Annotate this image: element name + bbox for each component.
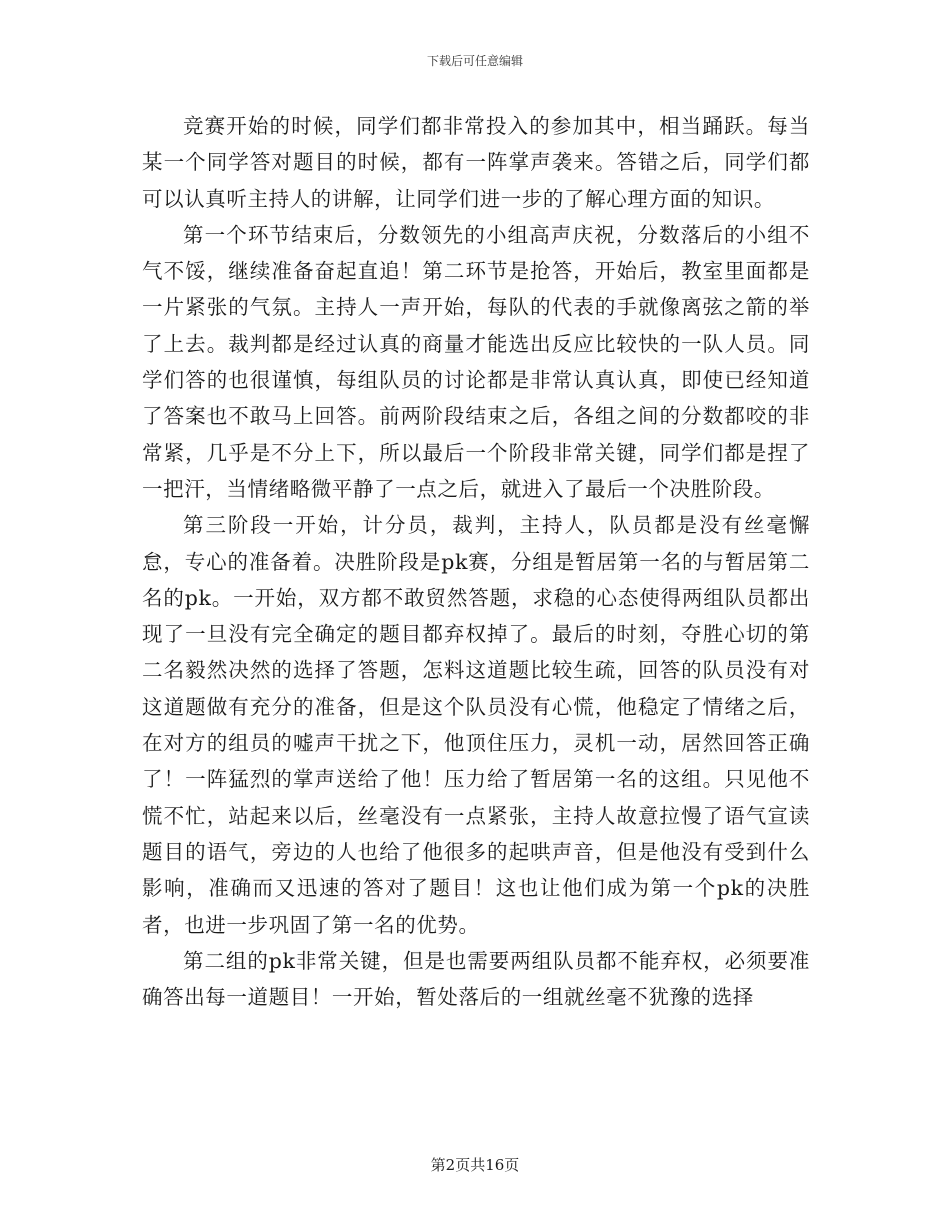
page-header-note: 下载后可任意编辑 [426, 54, 523, 68]
paragraph-3: 第三阶段一开始，计分员，裁判，主持人，队员都是没有丝毫懈怠，专心的准备着。决胜阶段是pk赛，分组是暂居第一名的与暂居第二名的pk。一开始，双方都不敢贸然答题，求稳的心态使得两组队员都出现了一旦没有完全确定的题目都弃权掉了。最后的时刻，夺胜心切的第二名毅然决然的选择了答题，怎料这道题比较生疏，回答的队员没有对这道题做有充分的准备，但是这个队员没有心慌，他稳定了情绪之后，在对方的组员的嘘声干扰之下，他顶住压力，灵机一动，居然回答正确了！一阵猛烈的掌声送给了他！压力给了暂居第一名的这组。只见他不慌不忙，站起来以后，丝毫没有一点紧张，主持人故意拉慢了语气宣读题目的语气，旁边的人也给了他很多的起哄声音，但是他没有受到什么影响，准确而又迅速的答对了题目！这也让他们成为第一个pk的决胜者，也进一步巩固了第一名的优势。 [142, 513, 810, 937]
page-number-footer: 第2页共16页 [430, 1156, 520, 1174]
paragraph-2: 第一个环节结束后，分数领先的小组高声庆祝，分数落后的小组不气不馁，继续准备奋起直追！第二环节是抢答，开始后，教室里面都是一片紧张的气氛。主持人一声开始，每队的代表的手就像离弦之箭的举了上去。裁判都是经过认真的商量才能选出反应比较快的一队人员。同学们答的也很谨慎，每组队员的讨论都是非常认真认真，即使已经知道了答案也不敢马上回答。前两阶段结束之后，各组之间的分数都咬的非常紧，几乎是不分上下，所以最后一个阶段非常关键，同学们都是捏了一把汗，当情绪略微平静了一点之后，就进入了最后一个决胜阶段。 [142, 222, 810, 501]
paragraph-4: 第二组的pk非常关键，但是也需要两组队员都不能弃权，必须要准确答出每一道题目！一开始，暂处落后的一组就丝毫不犹豫的选择 [142, 948, 810, 1010]
document-body [142, 108, 810, 1015]
paragraph-1: 竞赛开始的时候，同学们都非常投入的参加其中，相当踊跃。每当某一个同学答对题目的时候，都有一阵掌声袭来。答错之后，同学们都可以认真听主持人的讲解，让同学们进一步的了解心理方面的知识。 [142, 114, 810, 211]
